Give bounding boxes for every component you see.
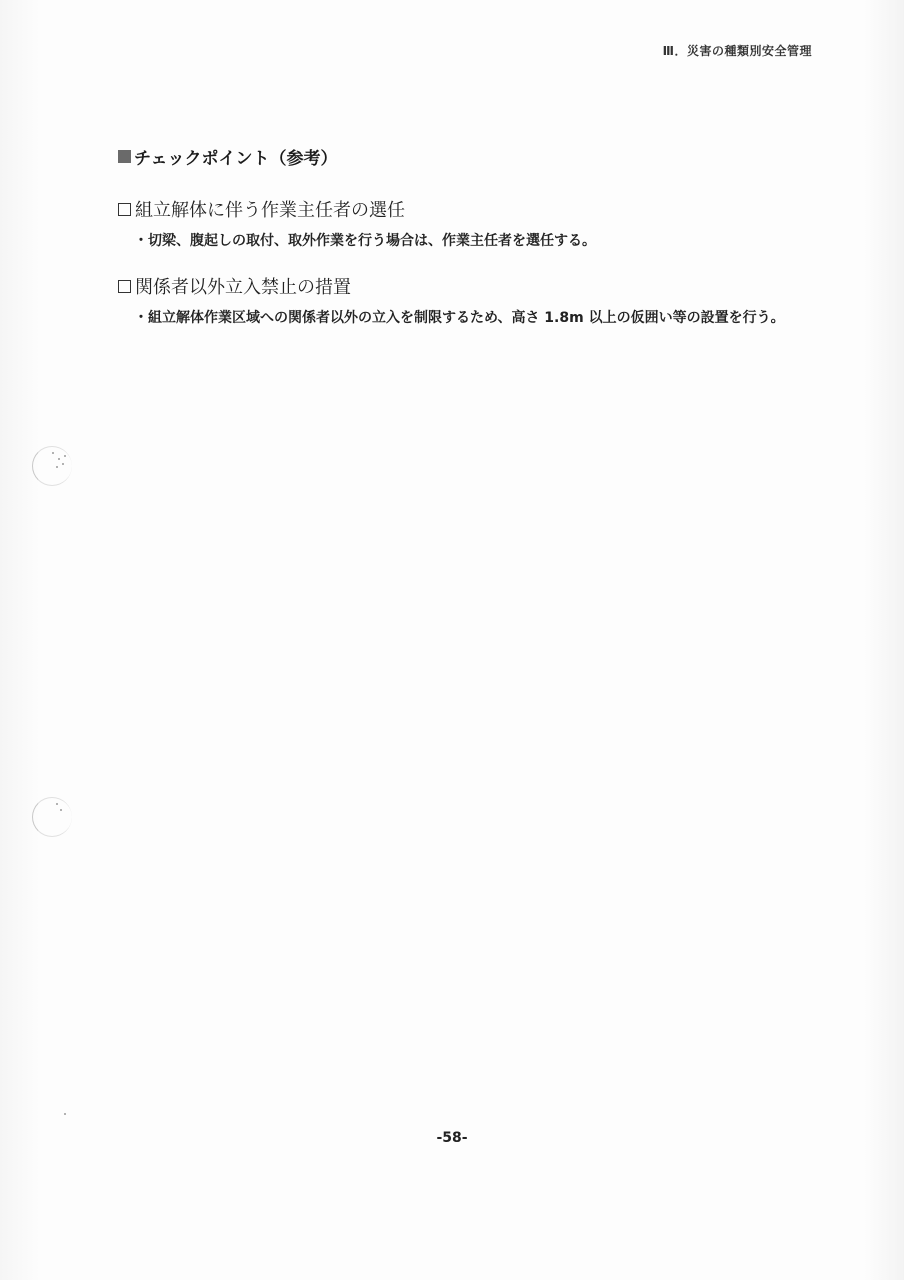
checkpoint-title-text: 関係者以外立入禁止の措置	[135, 277, 351, 298]
scan-speck	[56, 803, 58, 805]
section-heading-text: チェックポイント（参考）	[134, 149, 338, 169]
filled-square-icon	[118, 150, 131, 163]
checkpoint-item	[118, 273, 818, 329]
bullet-text: 切梁、腹起しの取付、取外作業を行う場合は、作業主任者を選任する。	[148, 233, 596, 249]
checkbox-square-icon	[118, 280, 131, 293]
scan-speck	[62, 463, 64, 465]
running-header: Ⅲ．災害の種類別安全管理	[662, 44, 812, 58]
scan-speck	[60, 809, 62, 811]
page-number: -58-	[436, 1130, 468, 1146]
checkpoint-item	[118, 196, 818, 252]
section-heading	[118, 144, 338, 169]
scan-speck	[52, 452, 54, 454]
checkpoint-title-text: 組立解体に伴う作業主任者の選任	[135, 200, 405, 221]
checkpoint-title	[118, 196, 818, 222]
scan-speck	[64, 1113, 66, 1115]
bullet-text: 組立解体作業区域への関係者以外の立入を制限するため、高さ 1.8m 以上の仮囲い等の設置を行う。	[148, 310, 785, 326]
scan-speck	[64, 455, 66, 457]
bullet-item	[134, 307, 818, 329]
bullet-item	[134, 230, 818, 252]
scan-speck	[56, 466, 58, 468]
scan-speck	[58, 458, 60, 460]
bullet-dot-icon: ・	[134, 310, 148, 326]
punch-hole-mark	[32, 797, 72, 837]
bullet-dot-icon: ・	[134, 233, 148, 249]
checkbox-square-icon	[118, 203, 131, 216]
checkpoint-title	[118, 273, 818, 299]
